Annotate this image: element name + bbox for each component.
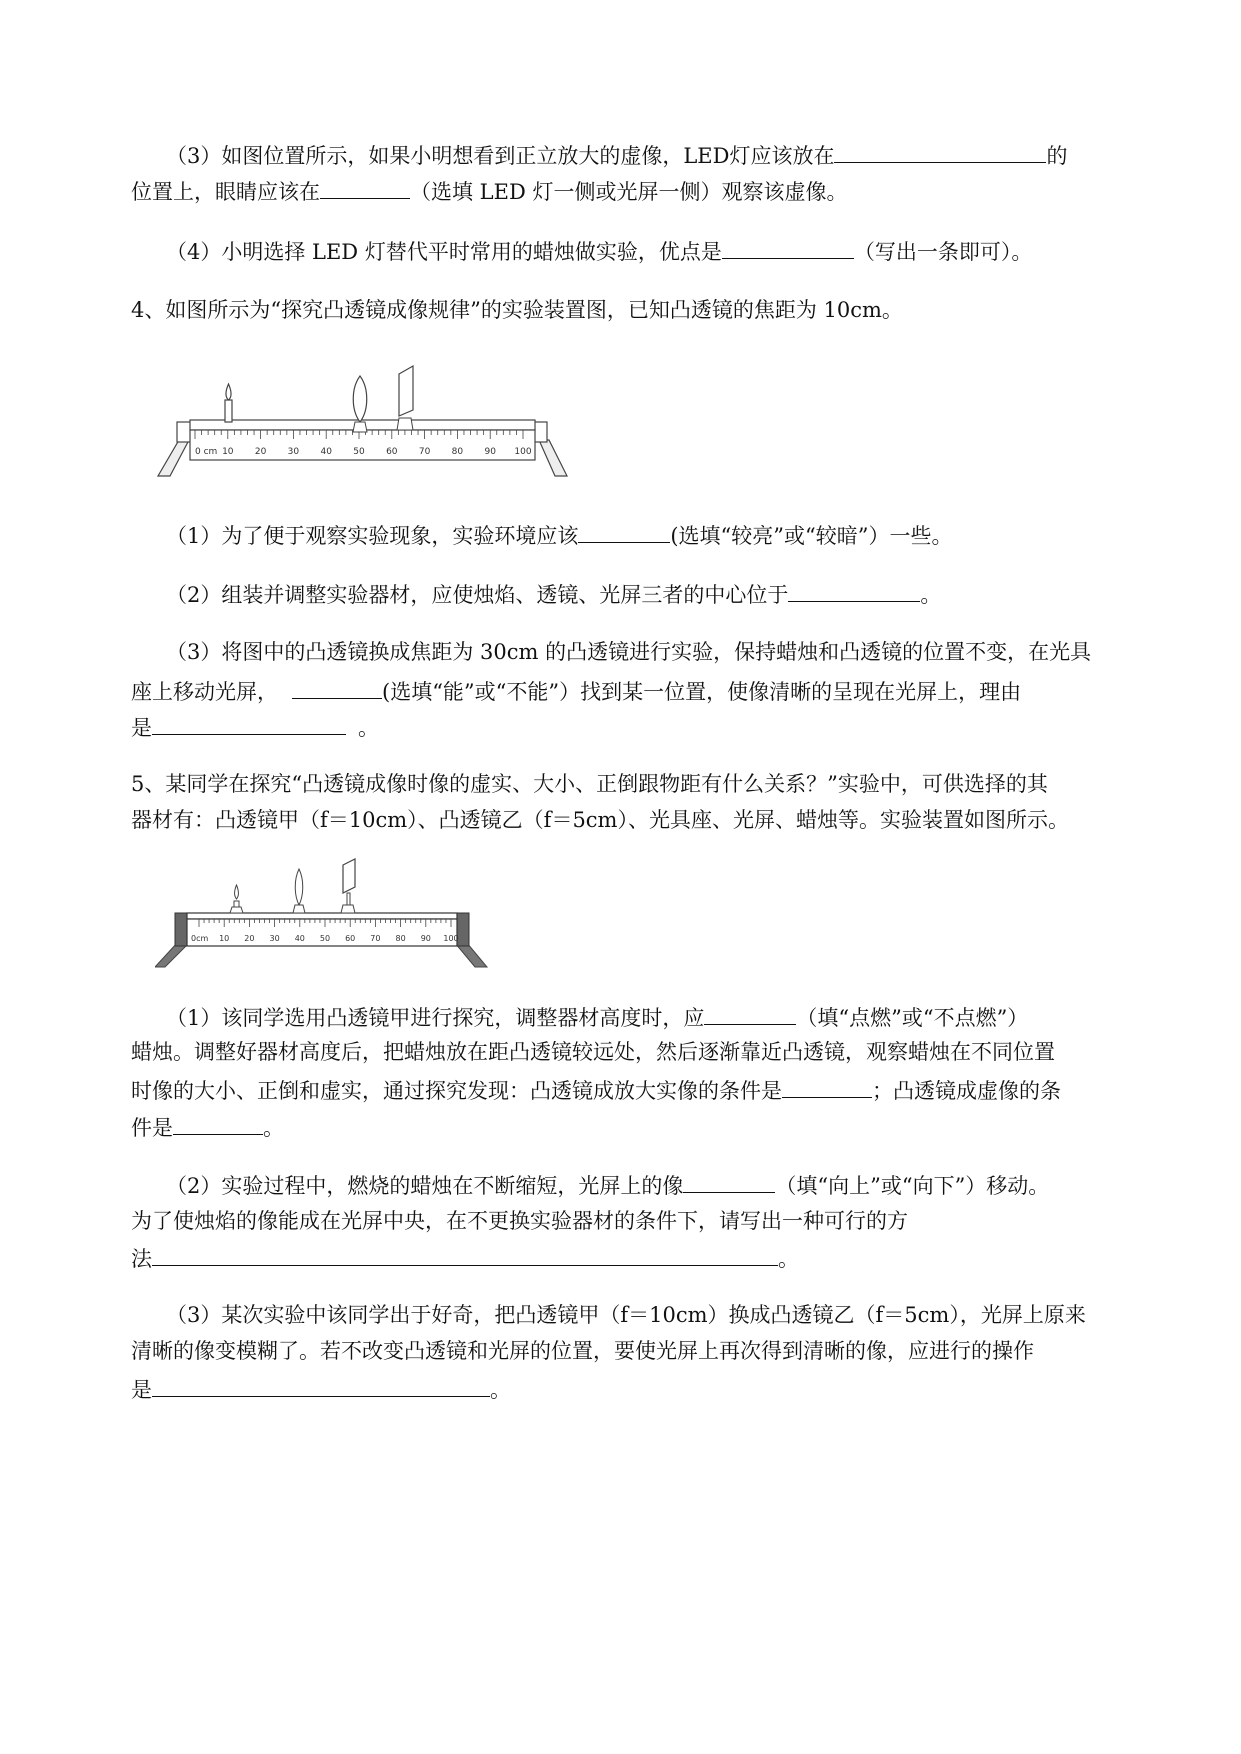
answer-blank[interactable] bbox=[704, 1002, 796, 1025]
q5-part2-text: 法 bbox=[131, 1247, 152, 1271]
ruler-tick-label: 90 bbox=[420, 934, 431, 943]
q5-part1-text: （填“点燃”或“不点燃”） bbox=[796, 1006, 1029, 1030]
answer-blank[interactable] bbox=[152, 1243, 778, 1266]
q3-part3-text: 位置上，眼睛应该在 bbox=[131, 180, 320, 204]
answer-blank[interactable] bbox=[788, 579, 920, 602]
candle-flame-icon bbox=[226, 384, 231, 400]
rail-top bbox=[187, 913, 457, 919]
q3-part3-text-end: 的 bbox=[1046, 144, 1068, 168]
left-end-block bbox=[175, 913, 187, 946]
q5-part3-text: 。 bbox=[490, 1378, 511, 1402]
answer-blank[interactable] bbox=[152, 712, 346, 735]
ruler-tick-label: 50 bbox=[319, 934, 331, 943]
q5-part1-text: （1）该同学选用凸透镜甲进行探究，调整器材高度时，应 bbox=[166, 1006, 705, 1030]
q5-part2-line3 bbox=[131, 1243, 799, 1273]
right-end-block bbox=[457, 913, 469, 946]
q4-part2-text: 。 bbox=[920, 583, 942, 607]
candle-flame-icon bbox=[235, 885, 239, 899]
ruler-tick-label: 80 bbox=[451, 447, 464, 457]
q4-part3-line2 bbox=[131, 676, 1021, 706]
candle-holder bbox=[230, 907, 243, 913]
light-screen bbox=[343, 859, 355, 893]
q5-intro-line1: 5、某同学在探究“凸透镜成像时像的虚实、大小、正倒跟物距有什么关系？”实验中，可供选择的其 bbox=[131, 772, 1048, 796]
q3-part3-text: （3）如图位置所示，如果小明想看到正立放大的虚像，LED灯应该放在 bbox=[166, 144, 835, 168]
q3-part4-line bbox=[166, 236, 1032, 266]
q4-part1-text: （1）为了便于观察实验现象，实验环境应该 bbox=[166, 524, 579, 548]
ruler-tick-label: 30 bbox=[287, 447, 300, 457]
screen-holder bbox=[397, 418, 413, 430]
q5-part3-text: 是 bbox=[131, 1378, 152, 1402]
answer-blank[interactable] bbox=[578, 520, 670, 543]
answer-blank[interactable] bbox=[173, 1112, 263, 1135]
ruler-tick-label: 60 bbox=[386, 447, 398, 457]
ruler-tick-label: 40 bbox=[320, 447, 332, 457]
convex-lens-icon bbox=[295, 869, 303, 905]
q5-part2-text: （2）实验过程中，燃烧的蜡烛在不断缩短，光屏上的像 bbox=[166, 1174, 684, 1198]
answer-blank[interactable] bbox=[320, 176, 410, 199]
ruler-unit-label: 0cm bbox=[191, 934, 209, 943]
q4-part3-text: 是 bbox=[131, 716, 152, 740]
q4-part1-text: (选填“较亮”或“较暗”）一些。 bbox=[670, 524, 953, 548]
q5-part1-line2: 蜡烛。调整好器材高度后，把蜡烛放在距凸透镜较远处，然后逐渐靠近凸透镜，观察蜡烛在不同位置 bbox=[131, 1040, 1055, 1064]
answer-blank[interactable] bbox=[683, 1170, 775, 1193]
q4-part3-text: 座上移动光屏， bbox=[131, 680, 278, 704]
answer-blank[interactable] bbox=[722, 236, 854, 259]
q5-part3-line3 bbox=[131, 1374, 511, 1404]
answer-blank[interactable] bbox=[152, 1374, 490, 1397]
q3-part4-text: （4）小明选择 LED 灯替代平时常用的蜡烛做实验，优点是 bbox=[166, 240, 722, 264]
ruler-tick-label: 30 bbox=[269, 934, 280, 943]
q3-part4-text: （写出一条即可）。 bbox=[853, 240, 1033, 264]
q3-part3-line2 bbox=[131, 176, 847, 206]
ruler-tick-label: 70 bbox=[418, 447, 431, 457]
screen-holder bbox=[341, 905, 355, 913]
answer-blank[interactable] bbox=[292, 676, 382, 699]
q5-part3-line1: （3）某次实验中该同学出于好奇，把凸透镜甲（f＝10cm）换成凸透镜乙（f＝5cm），光屏上原来 bbox=[166, 1303, 1086, 1327]
light-screen bbox=[399, 366, 413, 416]
ruler-tick-label: 40 bbox=[294, 934, 305, 943]
q5-part1-text: ；凸透镜成虚像的条 bbox=[872, 1079, 1061, 1103]
ruler-tick-label: 80 bbox=[395, 934, 406, 943]
convex-lens-icon bbox=[353, 376, 367, 422]
ruler-tick-label: 100 bbox=[443, 934, 459, 943]
ruler-tick-label: 10 bbox=[222, 447, 234, 457]
candle bbox=[225, 400, 232, 422]
ruler-tick-label: 100 bbox=[514, 447, 532, 457]
q5-optical-bench-figure bbox=[155, 855, 495, 975]
q5-part2-text: 。 bbox=[778, 1247, 799, 1271]
ruler-tick-label: 20 bbox=[244, 934, 255, 943]
right-leg bbox=[455, 943, 487, 967]
q3-part3-text: （选填 LED 灯一侧或光屏一侧）观察该虚像。 bbox=[410, 180, 848, 204]
q4-part1-line bbox=[166, 520, 953, 550]
left-end-block bbox=[177, 422, 191, 442]
lens-holder bbox=[293, 905, 305, 913]
ruler-unit-label: 0 cm bbox=[195, 447, 218, 457]
left-leg bbox=[158, 440, 189, 476]
q5-part1-text: 件是 bbox=[131, 1116, 173, 1140]
q5-part2-text: （填“向上”或“向下”）移动。 bbox=[775, 1174, 1050, 1198]
q4-intro: 4、如图所示为“探究凸透镜成像规律”的实验装置图，已知凸透镜的焦距为 10cm。 bbox=[131, 298, 903, 322]
q5-part1-line1 bbox=[166, 1002, 1028, 1032]
q4-part2-line bbox=[166, 579, 941, 609]
ruler-tick-label: 50 bbox=[353, 447, 365, 457]
q3-part3-line1 bbox=[166, 140, 1067, 170]
ruler-tick-label: 20 bbox=[254, 447, 267, 457]
q5-part3-line2: 清晰的像变模糊了。若不改变凸透镜和光屏的位置，要使光屏上再次得到清晰的像，应进行的操作 bbox=[131, 1339, 1034, 1363]
q5-bench-svg bbox=[155, 855, 495, 975]
q5-part1-text: 。 bbox=[263, 1116, 284, 1140]
q4-part3-text: 。 bbox=[358, 716, 379, 740]
q4-part2-text: （2）组装并调整实验器材，应使烛焰、透镜、光屏三者的中心位于 bbox=[166, 583, 789, 607]
ruler-tick-label: 90 bbox=[484, 447, 496, 457]
q5-part1-line3 bbox=[131, 1075, 1061, 1105]
lens-holder bbox=[353, 422, 367, 432]
q4-bench-svg bbox=[155, 360, 575, 485]
q4-part3-line1: （3）将图中的凸透镜换成焦距为 30cm 的凸透镜进行实验，保持蜡烛和凸透镜的位置不变，在光具 bbox=[166, 640, 1092, 664]
q5-intro-line2: 器材有：凸透镜甲（f＝10cm）、凸透镜乙（f＝5cm）、光具座、光屏、蜡烛等。实验装置如图所示。 bbox=[131, 808, 1069, 832]
answer-blank[interactable] bbox=[782, 1075, 872, 1098]
q4-part3-line3 bbox=[131, 712, 379, 742]
q5-part2-line2: 为了使烛焰的像能成在光屏中央，在不更换实验器材的条件下，请写出一种可行的方 bbox=[131, 1209, 908, 1233]
q4-optical-bench-figure bbox=[155, 360, 575, 485]
right-leg bbox=[539, 440, 567, 476]
screen-post bbox=[347, 893, 350, 905]
ruler-tick-label: 70 bbox=[370, 934, 381, 943]
q5-part1-text: 时像的大小、正倒和虚实，通过探究发现：凸透镜成放大实像的条件是 bbox=[131, 1079, 782, 1103]
q5-part2-line1 bbox=[166, 1170, 1049, 1200]
q5-part1-line4 bbox=[131, 1112, 284, 1142]
ruler-tick-label: 60 bbox=[345, 934, 356, 943]
answer-blank[interactable] bbox=[834, 140, 1046, 163]
left-leg bbox=[155, 943, 189, 967]
q4-part3-text: (选填“能”或“不能”）找到某一位置，使像清晰的呈现在光屏上，理由 bbox=[382, 680, 1022, 704]
ruler-tick-label: 10 bbox=[219, 934, 230, 943]
